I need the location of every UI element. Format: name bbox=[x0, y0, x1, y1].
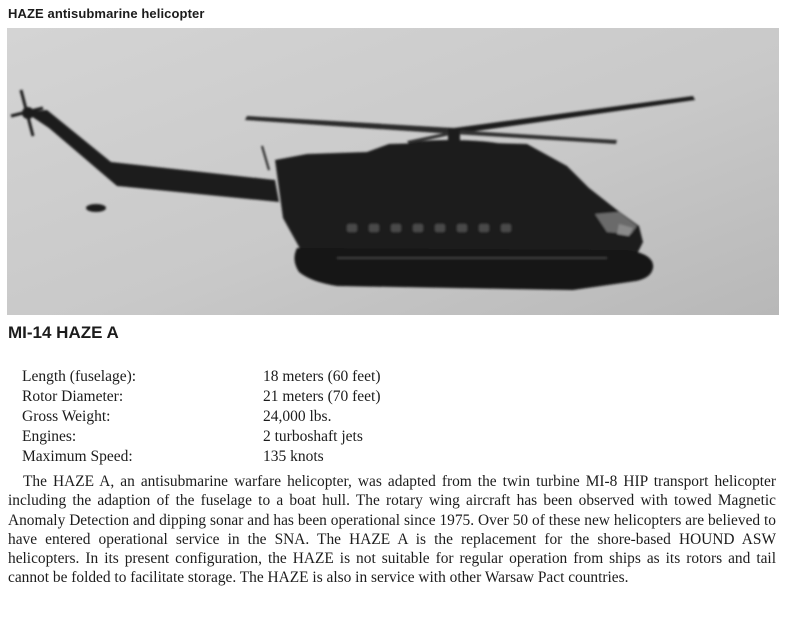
spec-value: 21 meters (70 feet) bbox=[263, 388, 381, 405]
specifications-table bbox=[22, 367, 381, 467]
spec-row-engines bbox=[22, 427, 381, 447]
spec-value: 18 meters (60 feet) bbox=[263, 368, 381, 385]
description-paragraph: The HAZE A, an antisubmarine warfare helicopter, was adapted from the twin turbine MI-8 HIP transport helicopter including the adaption of the fuselage to a boat hull. The rotary wing aircraft has been observed with towed Magnetic Anomaly Detection and dipping sonar and has been operational since 1975. Over 50 of these new helicopters are believed to have entered operational service in the SNA. The HAZE A is the replacement for the shore-based HOUND ASW helicopters. In its present configuration, the HAZE is not suitable for regular operation from ships as its rotors and tail cannot be folded to facilitate storage. The HAZE is also in service with other Warsaw Pact countries. bbox=[8, 473, 776, 587]
spec-label: Maximum Speed: bbox=[22, 448, 133, 465]
spec-label: Engines: bbox=[22, 428, 77, 445]
aircraft-model-title: MI-14 HAZE A bbox=[8, 323, 119, 342]
spec-value: 24,000 lbs. bbox=[263, 408, 332, 425]
spec-label: Length (fuselage): bbox=[22, 368, 137, 385]
spec-row-gross-weight bbox=[22, 407, 381, 427]
spec-row-maximum-speed bbox=[22, 447, 381, 467]
spec-value: 2 turboshaft jets bbox=[263, 428, 363, 445]
spec-row-rotor-diameter bbox=[22, 387, 381, 407]
photo-caption: HAZE antisubmarine helicopter bbox=[8, 6, 205, 21]
spec-label: Rotor Diameter: bbox=[22, 388, 124, 405]
helicopter-photo bbox=[7, 28, 779, 315]
spec-value: 135 knots bbox=[263, 448, 324, 465]
spec-row-length bbox=[22, 367, 381, 387]
spec-label: Gross Weight: bbox=[22, 408, 111, 425]
